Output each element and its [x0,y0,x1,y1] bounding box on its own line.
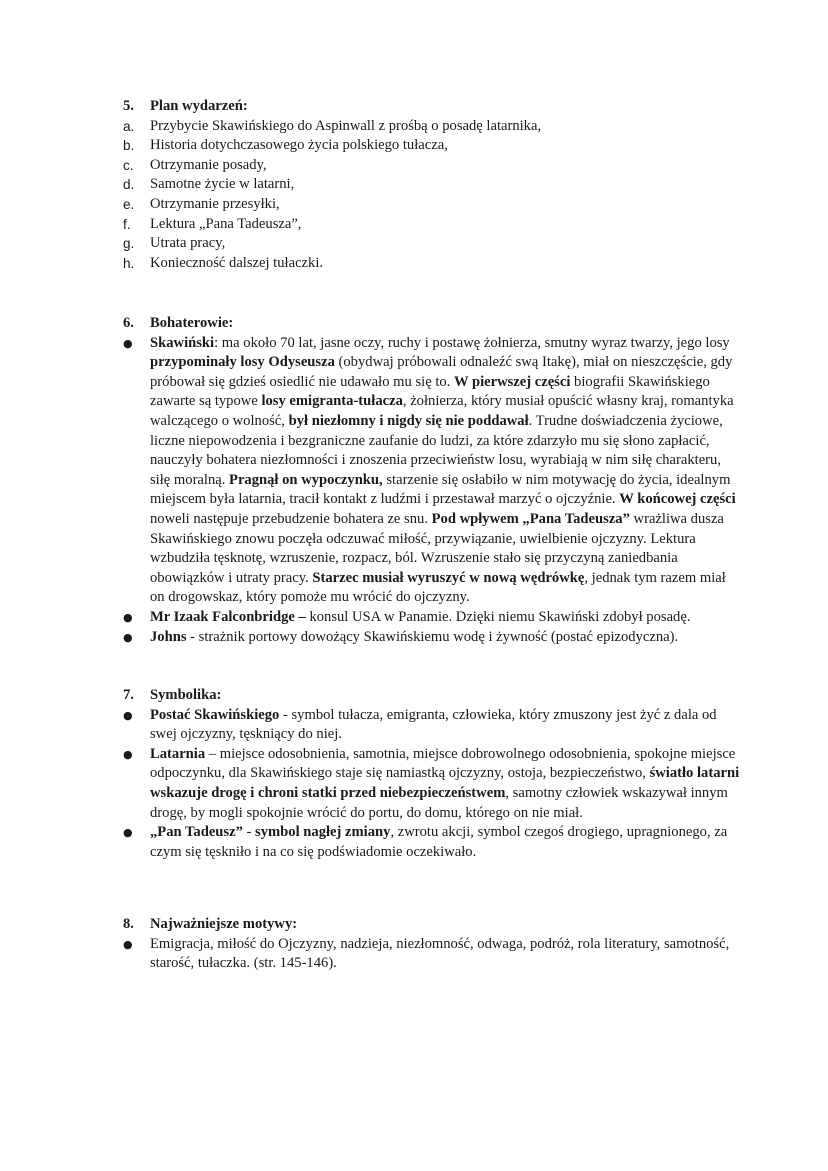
list-item [123,706,743,745]
text-run: (obydwaj próbowali odnaleźć swą Itakę), miał on nieszczęście, gdy próbował się gdzieś osiedlić nie udawało mu się to. [150,354,733,390]
bold-text: światło latarni wskazuje drogę i chroni statki przed niebezpieczeństwem [150,765,740,801]
bullet-icon: ● [123,708,133,722]
symbol-pan-tadeusz [150,823,743,862]
section-title: Symbolika: [150,687,222,703]
section-heading [123,97,743,117]
list-item-text: Samotne życie w latarni, [150,176,295,193]
text-run: : ma około 70 lat, jasne oczy, ruchy i postawę żołnierza, smutny wyraz twarzy, jego losy [214,334,730,351]
text-run: biografii Skawińskiego zawarte są typowe [150,373,710,410]
bullet-icon: ● [123,336,133,350]
list-marker: e. [123,196,135,212]
symbol-postac [150,706,743,745]
list-item-text: Utrata pracy, [150,235,226,252]
list-marker: g. [123,236,135,252]
list-item [123,215,743,235]
bold-text: Johns [150,628,187,645]
text-run: starzenie się osłabiło w nim motywację do życia, idealnym miejscem była latarnia, tracił kontakt z ludźmi i przestawał marzyć o ojczyźnie. [150,471,731,508]
character-falconbridge [150,608,743,628]
list-item [123,254,743,274]
list-marker: b. [123,138,135,154]
bold-text: Postać Skawińskiego [150,706,280,723]
bullet-icon: ● [123,937,133,951]
list-item [123,823,743,862]
bold-text: losy emigranta-tułacza [261,393,403,410]
list-marker: d. [123,177,135,193]
section-title: Plan wydarzeń: [150,98,248,114]
section-number: 6. [123,315,134,331]
list-item [123,156,743,176]
text-run: , żołnierza, który musiał opuścić własny kraj, romantyka walczącego o wolność, [150,393,734,429]
symbol-latarnia [150,745,743,823]
list-item-text: Otrzymanie posady, [150,156,267,173]
bold-text: Latarnia [150,745,206,762]
motifs-list [123,935,743,974]
list-item [123,935,743,974]
list-item [123,628,743,648]
list-marker: a. [123,118,135,134]
list-item [123,136,743,156]
list-item [123,608,743,628]
section-symbolika [123,686,743,862]
characters-list [123,334,743,648]
bold-text: przypominały losy Odyseusza [150,354,335,371]
events-list [123,117,743,274]
symbols-list [123,706,743,863]
section-number: 7. [123,687,134,703]
bold-text: Mr Izaak Falconbridge – [150,608,306,625]
section-bohaterowie [123,314,743,647]
list-marker: f. [123,216,131,232]
bold-text: Pragnął on wypoczynku, [229,471,383,488]
text-run: . Trudne doświadczenia życiowe, liczne niepowodzenia i bezgraniczne zaufanie do ludzi, za które zdarzyło mu się słono zapłacić, nauczyły bohatera niezłomności i znoszenia przeciwieństw losu, wyrabiają w nim siłę charakteru, siłę moralną. [150,412,723,488]
section-heading [123,314,743,334]
bold-text: Starzec musiał wyruszyć w nową wędrówkę [312,569,585,586]
section-plan-wydarzen [123,97,743,273]
list-item [123,234,743,254]
bullet-icon: ● [123,826,133,840]
bold-text: Skawiński [150,334,215,351]
bold-text: był niezłomny i nigdy się nie poddawał [288,412,529,429]
bold-text: Pod wpływem „Pana Tadeusza” [431,510,630,527]
list-item-text: Lektura „Pana Tadeusza”, [150,215,302,232]
bold-text: symbol nagłej zmiany [255,824,391,841]
bold-text: W końcowej części [619,491,736,508]
text-run: - strażnik portowy dowożący Skawińskiemu wodę i żywność (postać epizodyczna). [186,628,679,645]
text-run: konsul USA w Panamie. Dzięki niemu Skawiński zdobył posadę. [305,608,691,625]
list-item [123,195,743,215]
text-run: - symbol tułacza, emigranta, człowieka, który zmuszony jest żyć z dala od swej ojczyzny, tęskniący do niej. [150,706,717,743]
text-run: – miejsce odosobnienia, samotnia, miejsce dobrowolnego odosobnienia, spokojne miejsce odpoczynku, dla Skawińskiego staje się namiastką ojczyzny, ostoja, bezpieczeństwo, [150,745,736,782]
motifs-text: Emigracja, miłość do Ojczyzny, nadzieja, niezłomność, odwaga, podróż, rola literatury, samotność, starość, tułaczka. (str. 145-146). [150,935,730,972]
character-johns [150,628,743,648]
list-marker: h. [123,255,135,271]
text-run: wrażliwa dusza Skawińskiego znowu poczęła odczuwać miłość, przywiązanie, uwielbienie ojczyzny. Lektura wzbudziła tęsknotę, wzruszenie, rozpacz, ból. Wzruszenie stało się przyczyną zaniedbania obowiązków i utraty pracy. [150,510,724,586]
section-number: 5. [123,98,134,114]
bold-text: W pierwszej części [453,373,571,390]
list-item [123,117,743,137]
section-title: Bohaterowie: [150,315,234,331]
list-item-text: Przybycie Skawińskiego do Aspinwall z prośbą o posadę latarnika, [150,117,542,134]
list-item-text: Historia dotychczasowego życia polskiego tułacza, [150,137,448,154]
text-run: - [242,824,256,841]
bullet-icon: ● [123,610,133,624]
bullet-icon: ● [123,747,133,761]
text-run: , jednak tym razem miał on drogowskaz, który pomoże mu wrócić do ojczyzny. [150,569,726,606]
bold-text: „Pan Tadeusz” [150,824,243,841]
section-heading [123,915,743,935]
section-number: 8. [123,916,134,932]
section-heading [123,686,743,706]
section-title: Najważniejsze motywy: [150,916,298,932]
section-motywy [123,915,743,974]
text-run: noweli następuje przebudzenie bohatera ze snu. [150,510,432,527]
text-run: , samotny człowiek wskazywał innym drogę, by mogli spokojnie wrócić do portu, do domu, którego on nie miał. [150,784,728,821]
list-marker: c. [123,157,134,173]
bullet-icon: ● [123,630,133,644]
text-run: , zwrotu akcji, symbol czegoś drogiego, upragnionego, za czym się tęskniło i na co się podświadomie oczekiwało. [150,824,728,860]
character-skawinski [150,334,743,608]
list-item-text: Otrzymanie przesyłki, [150,195,280,212]
list-item [123,745,743,823]
list-item-text: Konieczność dalszej tułaczki. [150,254,324,271]
list-item [123,334,743,608]
list-item [123,175,743,195]
